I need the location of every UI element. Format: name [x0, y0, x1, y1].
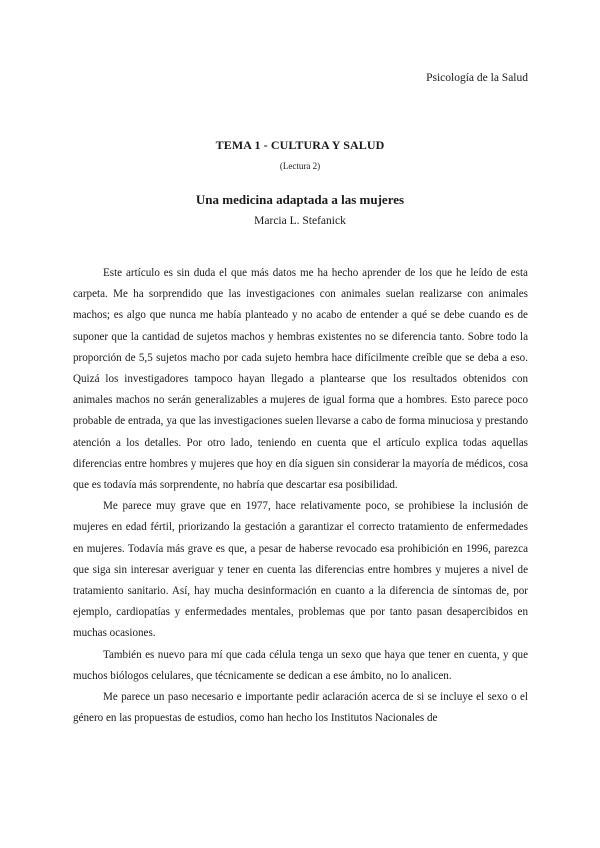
paragraph: Me parece muy grave que en 1977, hace relativamente poco, se prohibiese la inclusión de mujeres en edad fértil, priorizando la gestación a garantizar el correcto tratamiento de enfermedades en mujeres. Todavía más grave es que, a pesar de haberse revocado esa prohibición en 1996, parezca que siga sin interesar averiguar y tener en cuenta las diferencias entre hombres y mujeres a nivel de tratamiento sanitario. Así, hay mucha desinformación en cuanto a la diferencia de síntomas de, por ejemplo, cardiopatías y enfermedades mentales, problemas que por tanto pasan desapercibidos en muchas ocasiones.: [73, 500, 528, 640]
paragraph: Este artículo es sin duda el que más datos me ha hecho aprender de los que he leído de esta carpeta. Me ha sorprendido que las investigaciones con animales suelan realizarse con animales machos; es algo que nunca me había planteado y no acabo de entender a qué se debe cuando es de suponer que la cantidad de sujetos machos y hembras existentes no se diferencia tanto. Sobre todo la proporción de 5,5 sujetos macho por cada sujeto hembra hace difícilmente creíble que se deba a eso. Quizá los investigadores tampoco hayan llegado a plantearse que los resultados obtenidos con animales machos no serán generalizables a mujeres de igual forma que a hombres. Esto parece poco probable de entrada, ya que las investigaciones suelen llevarse a cabo de forma minuciosa y prestando atención a los detalles. Por otro lado, teniendo en cuenta que el artículo explica todas aquellas diferencias entre hombres y mujeres que hoy en día siguen sin considerar la mayoría de médicos, cosa que es todavía más sorprendente, no habría que descartar esa posibilidad.: [73, 267, 528, 492]
topic-title: TEMA 1 - CULTURA Y SALUD: [215, 138, 385, 152]
title-block: [0, 138, 600, 227]
body-text: [73, 263, 528, 729]
lecture-label: (Lectura 2): [279, 161, 321, 171]
paragraph: También es nuevo para mí que cada célula tenga un sexo que haya que tener en cuenta, y que muchos biólogos celulares, que técnicamente se dedican a ese ámbito, no lo analicen.: [73, 648, 528, 682]
article-title: Una medicina adaptada a las mujeres: [195, 192, 405, 207]
paragraph: Me parece un paso necesario e importante pedir aclaración acerca de si se incluye el sexo o el género en las propuestas de estudios, como han hecho los Institutos Nacionales de: [73, 691, 528, 725]
running-header: Psicología de la Salud: [426, 72, 528, 84]
author-name: Marcia L. Stefanick: [254, 215, 346, 227]
